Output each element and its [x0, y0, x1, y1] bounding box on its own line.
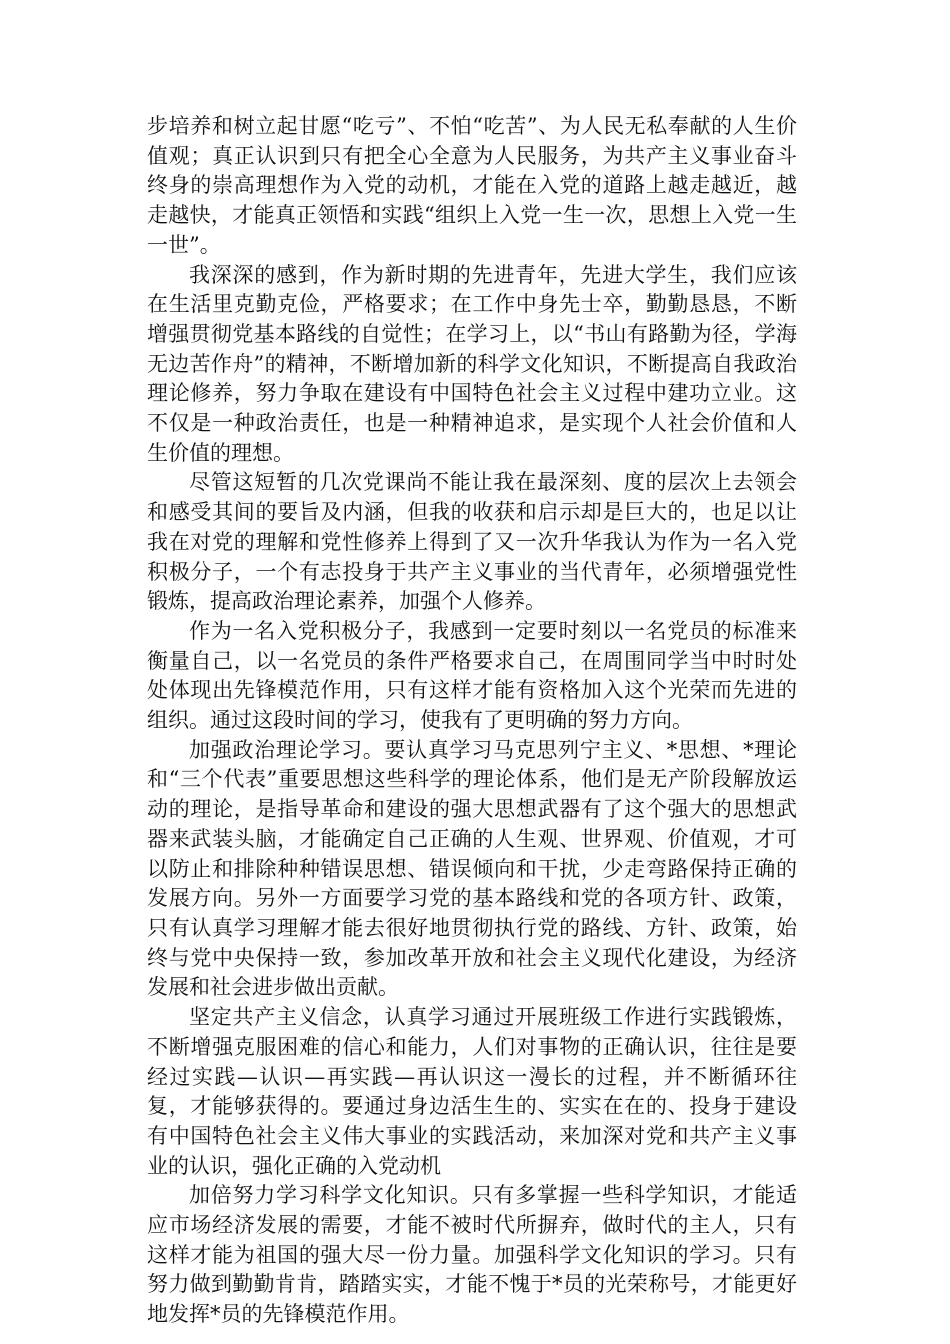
paragraph: 作为一名入党积极分子，我感到一定要时刻以一名党员的标准来衡量自己，以一名党员的条件严格要求自己，在周围同学当中时时处处体现出先锋模范作用，只有这样才能有资格加入这个光荣而先进的组织。通过这段时间的学习，使我有了更明确的努力方向。: [147, 618, 797, 733]
paragraph: 加强政治理论学习。要认真学习马克思列宁主义、*思想、*理论和“三个代表”重要思想这些科学的理论体系，他们是无产阶段解放运动的理论，是指导革命和建设的强大思想武器有了这个强大的思想武器来武装头脑，才能确定自己正确的人生观、世界观、价值观，才可以防止和排除种种错误思想、错误倾向和干扰，少走弯路保持正确的发展方向。另外一方面要学习党的基本路线和党的各项方针、政策，只有认真学习理解才能去很好地贯彻执行党的路线、方针、政策，始终与党中央保持一致，参加改革开放和社会主义现代化建设，为经济发展和社会进步做出贡献。: [147, 737, 797, 1000]
paragraph: 加倍努力学习科学文化知识。只有多掌握一些科学知识，才能适应市场经济发展的需要，才能不被时代所摒弃，做时代的主人，只有这样才能为祖国的强大尽一份力量。加强科学文化知识的学习。只有努力做到勤勤肯肯，踏踏实实，才能不愧于*员的光荣称号，才能更好地发挥*员的先锋模范作用。: [147, 1183, 797, 1327]
paragraph: 我深深的感到，作为新时期的先进青年，先进大学生，我们应该在生活里克勤克俭，严格要求；在工作中身先士卒，勤勤恳恳，不断增强贯彻党基本路线的自觉性；在学习上，以“书山有路勤为径，学海无边苦作舟”的精神，不断增加新的科学文化知识，不断提高自我政治理论修养，努力争取在建设有中国特色社会主义过程中建功立业。这不仅是一种政治责任，也是一种精神追求，是实现个人社会价值和人生价值的理想。: [147, 262, 797, 465]
paragraph: 尽管这短暂的几次党课尚不能让我在最深刻、度的层次上去领会和感受其间的要旨及内涵，但我的收获和启示却是巨大的，也足以让我在对党的理解和党性修养上得到了又一次升华我认为作为一名入党积极分子，一个有志投身于共产主义事业的当代青年，必须增强党性锻炼，提高政治理论素养，加强个人修养。: [147, 470, 797, 614]
paragraph: 坚定共产主义信念，认真学习通过开展班级工作进行实践锻炼，不断增强克服困难的信心和能力，人们对事物的正确认识，往往是要经过实践—认识—再实践—再认识这一漫长的过程，并不断循环往复，才能够获得的。要通过身边活生生的、实实在在的、投身于建设有中国特色社会主义伟大事业的实践活动，来加深对党和共产主义事业的认识，强化正确的入党动机: [147, 1005, 797, 1178]
paragraph-continuation: 步培养和树立起甘愿“吃亏”、不怕“吃苦”、为人民无私奉献的人生价值观；真正认识到只有把全心全意为人民服务，为共产主义事业奋斗终身的崇高理想作为入党的动机，才能在入党的道路上越走越近，越走越快，才能真正领悟和实践“组织上入党一生一次，思想上入党一生一世”。: [147, 114, 797, 257]
document-body: [147, 112, 797, 1330]
